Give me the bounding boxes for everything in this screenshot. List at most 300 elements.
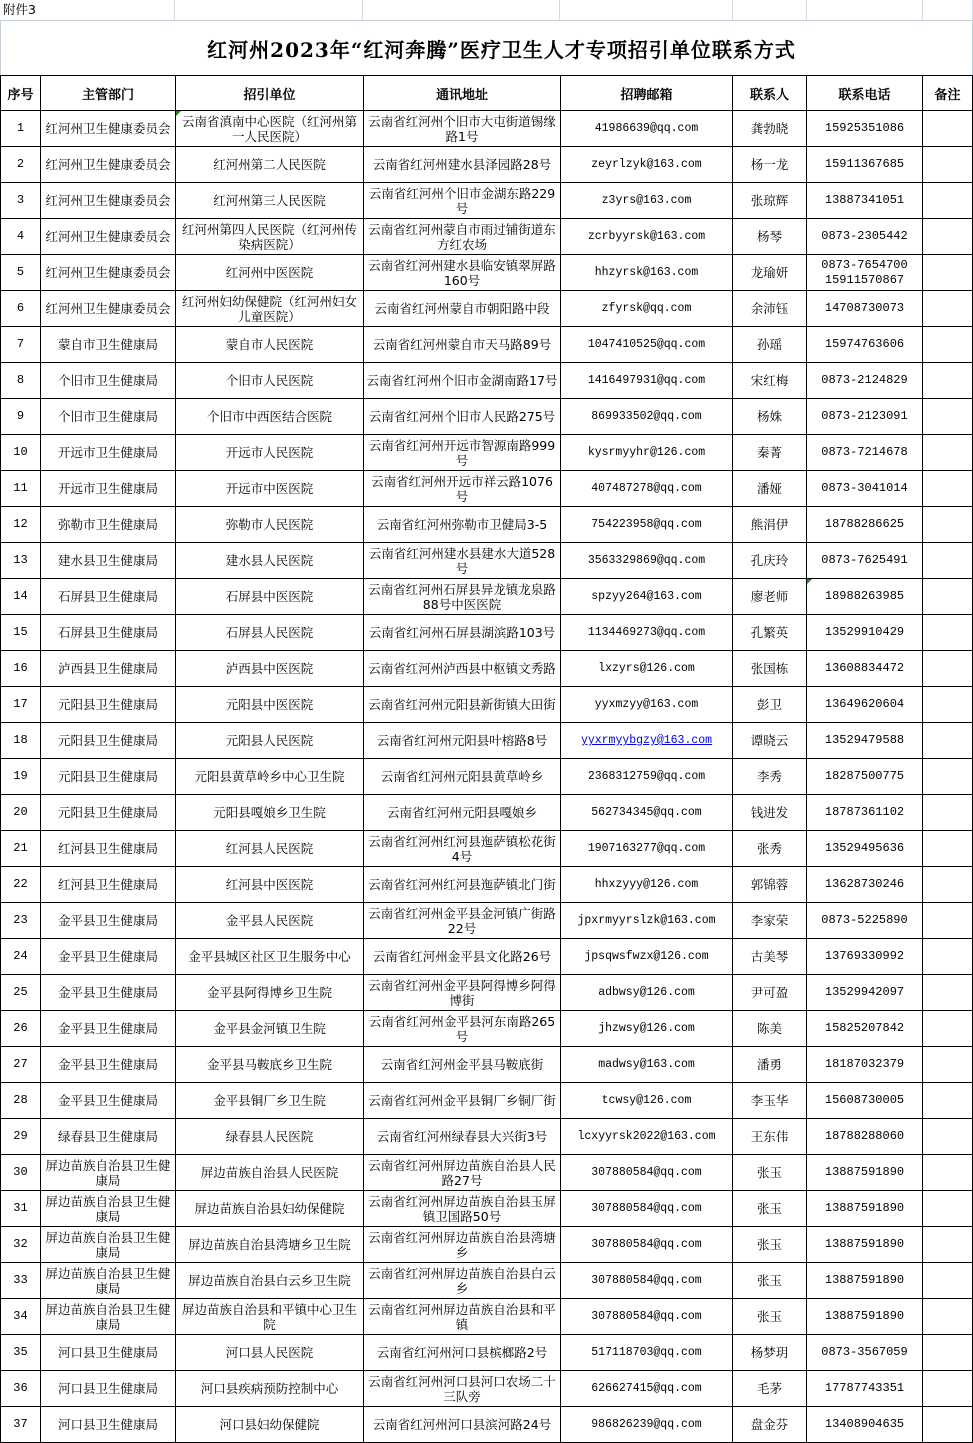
cell-address[interactable]: 云南省红河州金平县文化路26号: [364, 939, 561, 975]
cell-email[interactable]: zeyrlzyk@163.com: [561, 147, 733, 183]
cell-address[interactable]: 云南省红河州元阳县叶榕路8号: [364, 723, 561, 759]
cell-contact[interactable]: 彭卫: [733, 687, 807, 723]
cell-dept[interactable]: 金平县卫生健康局: [41, 903, 176, 939]
empty-cell[interactable]: [733, 0, 807, 20]
email-link[interactable]: yyxrmyybgzy@163.com: [580, 734, 713, 747]
cell-note[interactable]: [923, 867, 973, 903]
cell-address[interactable]: 云南省红河州蒙自市朝阳路中段: [364, 291, 561, 327]
cell-unit[interactable]: 河口县人民医院: [176, 1335, 364, 1371]
cell-contact[interactable]: 熊涓伊: [733, 507, 807, 543]
cell-email[interactable]: zfyrsk@qq.com: [561, 291, 733, 327]
cell-address[interactable]: 云南省红河州金平县金河镇广街路22号: [364, 903, 561, 939]
cell-address[interactable]: 云南省红河州红河县迤萨镇松花街4号: [364, 831, 561, 867]
cell-unit[interactable]: 弥勒市人民医院: [176, 507, 364, 543]
cell-address[interactable]: 云南省红河州建水县泽园路28号: [364, 147, 561, 183]
cell-address[interactable]: 云南省红河州石屏县湖滨路103号: [364, 615, 561, 651]
empty-cell[interactable]: [560, 0, 733, 20]
cell-unit[interactable]: 开远市中医医院: [176, 471, 364, 507]
cell-no[interactable]: 8: [1, 363, 41, 399]
cell-dept[interactable]: 泸西县卫生健康局: [41, 651, 176, 687]
cell-contact[interactable]: 潘勇: [733, 1047, 807, 1083]
cell-unit[interactable]: 金平县人民医院: [176, 903, 364, 939]
cell-contact[interactable]: 陈美: [733, 1011, 807, 1047]
cell-note[interactable]: [923, 1119, 973, 1155]
cell-note[interactable]: [923, 795, 973, 831]
cell-contact[interactable]: 张玉: [733, 1299, 807, 1335]
cell-unit[interactable]: 红河州第二人民医院: [176, 147, 364, 183]
cell-email[interactable]: hhzyrsk@163.com: [561, 255, 733, 291]
cell-unit[interactable]: 个旧市人民医院: [176, 363, 364, 399]
cell-contact[interactable]: 谭晓云: [733, 723, 807, 759]
cell-unit[interactable]: 金平县铜厂乡卫生院: [176, 1083, 364, 1119]
cell-contact[interactable]: 张国栋: [733, 651, 807, 687]
cell-dept[interactable]: 元阳县卫生健康局: [41, 795, 176, 831]
cell-unit[interactable]: 河口县妇幼保健院: [176, 1407, 364, 1443]
cell-unit[interactable]: 石屏县人民医院: [176, 615, 364, 651]
cell-contact[interactable]: 龙瑜妍: [733, 255, 807, 291]
cell-contact[interactable]: 杨一龙: [733, 147, 807, 183]
cell-no[interactable]: 35: [1, 1335, 41, 1371]
cell-email[interactable]: hhxzyyy@126.com: [561, 867, 733, 903]
cell-note[interactable]: [923, 111, 973, 147]
cell-unit[interactable]: 河口县疾病预防控制中心: [176, 1371, 364, 1407]
cell-contact[interactable]: 毛茅: [733, 1371, 807, 1407]
cell-contact[interactable]: 王东伟: [733, 1119, 807, 1155]
cell-address[interactable]: 云南省红河州蒙自市雨过铺街道东方红农场: [364, 219, 561, 255]
cell-address[interactable]: 云南省红河州个旧市人民路275号: [364, 399, 561, 435]
cell-note[interactable]: [923, 975, 973, 1011]
cell-email[interactable]: 1134469273@qq.com: [561, 615, 733, 651]
cell-dept[interactable]: 屏边苗族自治县卫生健康局: [41, 1299, 176, 1335]
cell-address[interactable]: 云南省红河州屏边苗族自治县湾塘乡: [364, 1227, 561, 1263]
cell-phone[interactable]: 13408904635: [807, 1407, 923, 1443]
cell-note[interactable]: [923, 1371, 973, 1407]
cell-unit[interactable]: 元阳县黄草岭乡中心卫生院: [176, 759, 364, 795]
cell-phone[interactable]: 13887591890: [807, 1299, 923, 1335]
cell-address[interactable]: 云南省红河州建水县建水大道528号: [364, 543, 561, 579]
cell-phone[interactable]: 13887591890: [807, 1227, 923, 1263]
cell-dept[interactable]: 金平县卫生健康局: [41, 975, 176, 1011]
cell-no[interactable]: 3: [1, 183, 41, 219]
cell-unit[interactable]: 红河县人民医院: [176, 831, 364, 867]
cell-email[interactable]: 517118703@qq.com: [561, 1335, 733, 1371]
cell-no[interactable]: 2: [1, 147, 41, 183]
cell-no[interactable]: 24: [1, 939, 41, 975]
cell-no[interactable]: 22: [1, 867, 41, 903]
cell-contact[interactable]: 孔庆玲: [733, 543, 807, 579]
cell-unit[interactable]: 金平县金河镇卫生院: [176, 1011, 364, 1047]
cell-no[interactable]: 11: [1, 471, 41, 507]
header-contact[interactable]: 联系人: [733, 76, 807, 111]
cell-no[interactable]: 20: [1, 795, 41, 831]
cell-phone[interactable]: [807, 255, 923, 291]
cell-phone[interactable]: 0873-3567059: [807, 1335, 923, 1371]
cell-note[interactable]: [923, 1407, 973, 1443]
cell-note[interactable]: [923, 363, 973, 399]
cell-address[interactable]: 云南省红河州河口县槟榔路2号: [364, 1335, 561, 1371]
cell-phone[interactable]: 15825207842: [807, 1011, 923, 1047]
cell-phone[interactable]: 13628730246: [807, 867, 923, 903]
cell-dept[interactable]: 金平县卫生健康局: [41, 939, 176, 975]
cell-no[interactable]: 21: [1, 831, 41, 867]
cell-unit[interactable]: 红河州妇幼保健院（红河州妇女儿童医院）: [176, 291, 364, 327]
cell-note[interactable]: [923, 831, 973, 867]
cell-note[interactable]: [923, 147, 973, 183]
cell-contact[interactable]: 张琼辉: [733, 183, 807, 219]
empty-cell[interactable]: [363, 0, 560, 20]
cell-email[interactable]: 2368312759@qq.com: [561, 759, 733, 795]
cell-dept[interactable]: 蒙自市卫生健康局: [41, 327, 176, 363]
cell-address[interactable]: 云南省红河州元阳县嘎娘乡: [364, 795, 561, 831]
cell-contact[interactable]: 张秀: [733, 831, 807, 867]
cell-no[interactable]: 6: [1, 291, 41, 327]
cell-address[interactable]: 云南省红河州元阳县新街镇大田街: [364, 687, 561, 723]
cell-unit[interactable]: 金平县马鞍底乡卫生院: [176, 1047, 364, 1083]
cell-email[interactable]: zcrbyyrsk@163.com: [561, 219, 733, 255]
cell-unit[interactable]: 石屏县中医医院: [176, 579, 364, 615]
cell-unit[interactable]: 元阳县中医医院: [176, 687, 364, 723]
cell-note[interactable]: [923, 687, 973, 723]
cell-contact[interactable]: 张玉: [733, 1227, 807, 1263]
cell-no[interactable]: 33: [1, 1263, 41, 1299]
cell-unit[interactable]: 屏边苗族自治县湾塘乡卫生院: [176, 1227, 364, 1263]
cell-email[interactable]: spzyy264@163.com: [561, 579, 733, 615]
cell-address[interactable]: 云南省红河州河口县河口农场二十三队旁: [364, 1371, 561, 1407]
cell-address[interactable]: 云南省红河州元阳县黄草岭乡: [364, 759, 561, 795]
cell-unit[interactable]: 元阳县嘎娘乡卫生院: [176, 795, 364, 831]
cell-unit[interactable]: 屏边苗族自治县人民医院: [176, 1155, 364, 1191]
cell-note[interactable]: [923, 435, 973, 471]
cell-address[interactable]: 云南省红河州个旧市大屯街道锡缘路1号: [364, 111, 561, 147]
cell-email[interactable]: 307880584@qq.com: [561, 1263, 733, 1299]
cell-dept[interactable]: 屏边苗族自治县卫生健康局: [41, 1191, 176, 1227]
cell-dept[interactable]: 金平县卫生健康局: [41, 1083, 176, 1119]
header-note[interactable]: 备注: [923, 76, 973, 111]
cell-dept[interactable]: 开远市卫生健康局: [41, 435, 176, 471]
cell-dept[interactable]: 屏边苗族自治县卫生健康局: [41, 1263, 176, 1299]
cell-email[interactable]: 869933502@qq.com: [561, 399, 733, 435]
cell-dept[interactable]: 开远市卫生健康局: [41, 471, 176, 507]
cell-unit[interactable]: 红河县中医医院: [176, 867, 364, 903]
cell-note[interactable]: [923, 1011, 973, 1047]
cell-dept[interactable]: 红河县卫生健康局: [41, 831, 176, 867]
cell-no[interactable]: 7: [1, 327, 41, 363]
empty-cell[interactable]: [807, 0, 923, 20]
cell-phone[interactable]: 13887591890: [807, 1155, 923, 1191]
cell-email[interactable]: jhzwsy@126.com: [561, 1011, 733, 1047]
cell-phone[interactable]: 0873-7214678: [807, 435, 923, 471]
cell-contact[interactable]: 盘金芬: [733, 1407, 807, 1443]
cell-note[interactable]: [923, 579, 973, 615]
empty-cell[interactable]: [175, 0, 363, 20]
cell-contact[interactable]: 宋红梅: [733, 363, 807, 399]
cell-phone[interactable]: 18187032379: [807, 1047, 923, 1083]
cell-contact[interactable]: 秦菁: [733, 435, 807, 471]
cell-email[interactable]: jpxrmyyrslzk@163.com: [561, 903, 733, 939]
cell-note[interactable]: [923, 291, 973, 327]
cell-unit[interactable]: 红河州第三人民医院: [176, 183, 364, 219]
cell-dept[interactable]: 河口县卫生健康局: [41, 1371, 176, 1407]
cell-email[interactable]: 562734345@qq.com: [561, 795, 733, 831]
cell-contact[interactable]: 古美琴: [733, 939, 807, 975]
cell-dept[interactable]: 金平县卫生健康局: [41, 1047, 176, 1083]
cell-phone[interactable]: 14708730073: [807, 291, 923, 327]
cell-address[interactable]: 云南省红河州蒙自市天马路89号: [364, 327, 561, 363]
cell-unit[interactable]: 元阳县人民医院: [176, 723, 364, 759]
cell-note[interactable]: [923, 1191, 973, 1227]
cell-no[interactable]: 31: [1, 1191, 41, 1227]
cell-email[interactable]: 1907163277@qq.com: [561, 831, 733, 867]
cell-dept[interactable]: 元阳县卫生健康局: [41, 759, 176, 795]
cell-address[interactable]: 云南省红河州金平县马鞍底街: [364, 1047, 561, 1083]
attachment-label[interactable]: 附件3: [0, 0, 175, 20]
cell-phone[interactable]: 15911367685: [807, 147, 923, 183]
cell-phone[interactable]: 18988263985: [807, 579, 923, 615]
cell-contact[interactable]: 尹可盈: [733, 975, 807, 1011]
cell-address[interactable]: 云南省红河州泸西县中枢镇文秀路: [364, 651, 561, 687]
cell-phone[interactable]: 18287500775: [807, 759, 923, 795]
cell-no[interactable]: 10: [1, 435, 41, 471]
cell-no[interactable]: 16: [1, 651, 41, 687]
cell-phone[interactable]: 13529910429: [807, 615, 923, 651]
cell-note[interactable]: [923, 399, 973, 435]
cell-no[interactable]: 26: [1, 1011, 41, 1047]
cell-dept[interactable]: 红河州卫生健康委员会: [41, 219, 176, 255]
cell-no[interactable]: 1: [1, 111, 41, 147]
cell-dept[interactable]: 金平县卫生健康局: [41, 1011, 176, 1047]
cell-address[interactable]: 云南省红河州建水县临安镇翠屏路160号: [364, 255, 561, 291]
cell-dept[interactable]: 屏边苗族自治县卫生健康局: [41, 1227, 176, 1263]
cell-unit[interactable]: 绿春县人民医院: [176, 1119, 364, 1155]
cell-unit[interactable]: 个旧市中西医结合医院: [176, 399, 364, 435]
cell-unit[interactable]: 红河州第四人民医院（红河州传染病医院）: [176, 219, 364, 255]
cell-no[interactable]: 27: [1, 1047, 41, 1083]
cell-unit[interactable]: 屏边苗族自治县妇幼保健院: [176, 1191, 364, 1227]
cell-note[interactable]: [923, 651, 973, 687]
cell-phone[interactable]: 13887341051: [807, 183, 923, 219]
cell-email[interactable]: 754223958@qq.com: [561, 507, 733, 543]
cell-contact[interactable]: 郭锦蓉: [733, 867, 807, 903]
cell-unit[interactable]: 金平县阿得博乡卫生院: [176, 975, 364, 1011]
cell-contact[interactable]: 张玉: [733, 1191, 807, 1227]
cell-no[interactable]: 18: [1, 723, 41, 759]
cell-dept[interactable]: 元阳县卫生健康局: [41, 687, 176, 723]
cell-phone[interactable]: 13608834472: [807, 651, 923, 687]
cell-dept[interactable]: 红河州卫生健康委员会: [41, 111, 176, 147]
cell-no[interactable]: 12: [1, 507, 41, 543]
header-unit[interactable]: 招引单位: [176, 76, 364, 111]
cell-no[interactable]: 14: [1, 579, 41, 615]
cell-unit[interactable]: 开远市人民医院: [176, 435, 364, 471]
cell-address[interactable]: 云南省红河州绿春县大兴街3号: [364, 1119, 561, 1155]
cell-unit[interactable]: 金平县城区社区卫生服务中心: [176, 939, 364, 975]
cell-no[interactable]: 37: [1, 1407, 41, 1443]
cell-unit[interactable]: 云南省滇南中心医院（红河州第一人民医院）: [176, 111, 364, 147]
header-phone[interactable]: 联系电话: [807, 76, 923, 111]
cell-phone[interactable]: 13887591890: [807, 1191, 923, 1227]
cell-no[interactable]: 15: [1, 615, 41, 651]
cell-no[interactable]: 36: [1, 1371, 41, 1407]
cell-unit[interactable]: 屏边苗族自治县白云乡卫生院: [176, 1263, 364, 1299]
cell-address[interactable]: 云南省红河州屏边苗族自治县白云乡: [364, 1263, 561, 1299]
cell-address[interactable]: 云南省红河州红河县迤萨镇北门街: [364, 867, 561, 903]
cell-dept[interactable]: 红河州卫生健康委员会: [41, 183, 176, 219]
cell-phone[interactable]: 0873-5225890: [807, 903, 923, 939]
cell-dept[interactable]: 石屏县卫生健康局: [41, 615, 176, 651]
cell-phone[interactable]: 0873-2124829: [807, 363, 923, 399]
cell-address[interactable]: 云南省红河州开远市祥云路1076号: [364, 471, 561, 507]
header-dept[interactable]: 主管部门: [41, 76, 176, 111]
cell-address[interactable]: 云南省红河州金平县阿得博乡阿得博街: [364, 975, 561, 1011]
cell-note[interactable]: [923, 759, 973, 795]
cell-dept[interactable]: 建水县卫生健康局: [41, 543, 176, 579]
cell-contact[interactable]: 孔繁英: [733, 615, 807, 651]
cell-note[interactable]: [923, 903, 973, 939]
cell-dept[interactable]: 屏边苗族自治县卫生健康局: [41, 1155, 176, 1191]
cell-dept[interactable]: 石屏县卫生健康局: [41, 579, 176, 615]
cell-email[interactable]: adbwsy@126.com: [561, 975, 733, 1011]
header-no[interactable]: 序号: [1, 76, 41, 111]
cell-dept[interactable]: 弥勒市卫生健康局: [41, 507, 176, 543]
cell-no[interactable]: 32: [1, 1227, 41, 1263]
cell-contact[interactable]: 龚勃晓: [733, 111, 807, 147]
cell-email[interactable]: 407487278@qq.com: [561, 471, 733, 507]
cell-contact[interactable]: 杨梦玥: [733, 1335, 807, 1371]
cell-address[interactable]: 云南省红河州个旧市金湖东路229号: [364, 183, 561, 219]
cell-contact[interactable]: 张玉: [733, 1155, 807, 1191]
cell-note[interactable]: [923, 1299, 973, 1335]
cell-note[interactable]: [923, 255, 973, 291]
cell-dept[interactable]: 个旧市卫生健康局: [41, 399, 176, 435]
cell-phone[interactable]: 18788286625: [807, 507, 923, 543]
cell-dept[interactable]: 红河州卫生健康委员会: [41, 291, 176, 327]
cell-dept[interactable]: 元阳县卫生健康局: [41, 723, 176, 759]
cell-dept[interactable]: 河口县卫生健康局: [41, 1407, 176, 1443]
cell-contact[interactable]: 张玉: [733, 1263, 807, 1299]
cell-no[interactable]: 5: [1, 255, 41, 291]
cell-unit[interactable]: 建水县人民医院: [176, 543, 364, 579]
cell-phone[interactable]: 15925351086: [807, 111, 923, 147]
cell-no[interactable]: 17: [1, 687, 41, 723]
cell-no[interactable]: 23: [1, 903, 41, 939]
cell-no[interactable]: 19: [1, 759, 41, 795]
cell-address[interactable]: 云南省红河州弥勒市卫健局3-5: [364, 507, 561, 543]
cell-note[interactable]: [923, 1227, 973, 1263]
cell-phone[interactable]: 13887591890: [807, 1263, 923, 1299]
cell-email[interactable]: 3563329869@qq.com: [561, 543, 733, 579]
cell-dept[interactable]: 河口县卫生健康局: [41, 1335, 176, 1371]
cell-contact[interactable]: 余沛钰: [733, 291, 807, 327]
cell-email[interactable]: madwsy@163.com: [561, 1047, 733, 1083]
cell-no[interactable]: 30: [1, 1155, 41, 1191]
cell-phone[interactable]: 15608730005: [807, 1083, 923, 1119]
header-email[interactable]: 招聘邮箱: [561, 76, 733, 111]
cell-address[interactable]: 云南省红河州个旧市金湖南路17号: [364, 363, 561, 399]
cell-note[interactable]: [923, 327, 973, 363]
cell-contact[interactable]: 李家荣: [733, 903, 807, 939]
cell-no[interactable]: 4: [1, 219, 41, 255]
cell-dept[interactable]: 红河州卫生健康委员会: [41, 147, 176, 183]
cell-note[interactable]: [923, 723, 973, 759]
cell-dept[interactable]: 红河州卫生健康委员会: [41, 255, 176, 291]
cell-email[interactable]: 307880584@qq.com: [561, 1155, 733, 1191]
cell-note[interactable]: [923, 615, 973, 651]
cell-contact[interactable]: 廖老师: [733, 579, 807, 615]
cell-dept[interactable]: 红河县卫生健康局: [41, 867, 176, 903]
cell-no[interactable]: 9: [1, 399, 41, 435]
cell-phone[interactable]: 17787743351: [807, 1371, 923, 1407]
cell-unit[interactable]: 泸西县中医医院: [176, 651, 364, 687]
cell-email[interactable]: 1416497931@qq.com: [561, 363, 733, 399]
cell-email[interactable]: 1047410525@qq.com: [561, 327, 733, 363]
cell-note[interactable]: [923, 939, 973, 975]
cell-address[interactable]: 云南省红河州屏边苗族自治县人民路27号: [364, 1155, 561, 1191]
cell-email[interactable]: jpsqwsfwzx@126.com: [561, 939, 733, 975]
cell-phone[interactable]: 13529495636: [807, 831, 923, 867]
cell-email[interactable]: 41986639@qq.com: [561, 111, 733, 147]
cell-email[interactable]: kysrmyyhr@126.com: [561, 435, 733, 471]
cell-email[interactable]: yyxmzyy@163.com: [561, 687, 733, 723]
cell-phone[interactable]: 0873-2123091: [807, 399, 923, 435]
cell-unit[interactable]: 屏边苗族自治县和平镇中心卫生院: [176, 1299, 364, 1335]
cell-phone[interactable]: 13769330992: [807, 939, 923, 975]
cell-email[interactable]: 307880584@qq.com: [561, 1299, 733, 1335]
cell-note[interactable]: [923, 183, 973, 219]
cell-unit[interactable]: 蒙自市人民医院: [176, 327, 364, 363]
cell-dept[interactable]: 绿春县卫生健康局: [41, 1119, 176, 1155]
cell-note[interactable]: [923, 471, 973, 507]
cell-note[interactable]: [923, 543, 973, 579]
cell-note[interactable]: [923, 1083, 973, 1119]
cell-contact[interactable]: 杨琴: [733, 219, 807, 255]
cell-email[interactable]: 307880584@qq.com: [561, 1191, 733, 1227]
cell-no[interactable]: 28: [1, 1083, 41, 1119]
cell-contact[interactable]: 李玉华: [733, 1083, 807, 1119]
cell-email[interactable]: tcwsy@126.com: [561, 1083, 733, 1119]
cell-contact[interactable]: 钱进发: [733, 795, 807, 831]
cell-phone[interactable]: 18788288060: [807, 1119, 923, 1155]
cell-email[interactable]: [561, 723, 733, 759]
empty-cell[interactable]: [923, 0, 973, 20]
cell-phone[interactable]: 13529479588: [807, 723, 923, 759]
cell-note[interactable]: [923, 1047, 973, 1083]
cell-phone[interactable]: 13529942097: [807, 975, 923, 1011]
cell-no[interactable]: 13: [1, 543, 41, 579]
cell-email[interactable]: lcxyyrsk2022@163.com: [561, 1119, 733, 1155]
cell-address[interactable]: 云南省红河州金平县铜厂乡铜厂街: [364, 1083, 561, 1119]
cell-address[interactable]: 云南省红河州石屏县异龙镇龙泉路88号中医医院: [364, 579, 561, 615]
cell-no[interactable]: 34: [1, 1299, 41, 1335]
cell-phone[interactable]: 13649620604: [807, 687, 923, 723]
cell-phone[interactable]: 0873-7625491: [807, 543, 923, 579]
cell-no[interactable]: 25: [1, 975, 41, 1011]
cell-phone[interactable]: 0873-2305442: [807, 219, 923, 255]
cell-note[interactable]: [923, 1263, 973, 1299]
cell-address[interactable]: 云南省红河州屏边苗族自治县玉屏镇卫国路50号: [364, 1191, 561, 1227]
cell-contact[interactable]: 李秀: [733, 759, 807, 795]
cell-address[interactable]: 云南省红河州开远市智源南路999号: [364, 435, 561, 471]
cell-unit[interactable]: 红河州中医医院: [176, 255, 364, 291]
cell-address[interactable]: 云南省红河州屏边苗族自治县和平镇: [364, 1299, 561, 1335]
cell-email[interactable]: 626627415@qq.com: [561, 1371, 733, 1407]
cell-address[interactable]: 云南省红河州金平县河东南路265号: [364, 1011, 561, 1047]
cell-note[interactable]: [923, 507, 973, 543]
cell-note[interactable]: [923, 219, 973, 255]
cell-note[interactable]: [923, 1155, 973, 1191]
cell-phone[interactable]: 0873-3041014: [807, 471, 923, 507]
cell-phone[interactable]: 15974763606: [807, 327, 923, 363]
cell-phone[interactable]: 18787361102: [807, 795, 923, 831]
